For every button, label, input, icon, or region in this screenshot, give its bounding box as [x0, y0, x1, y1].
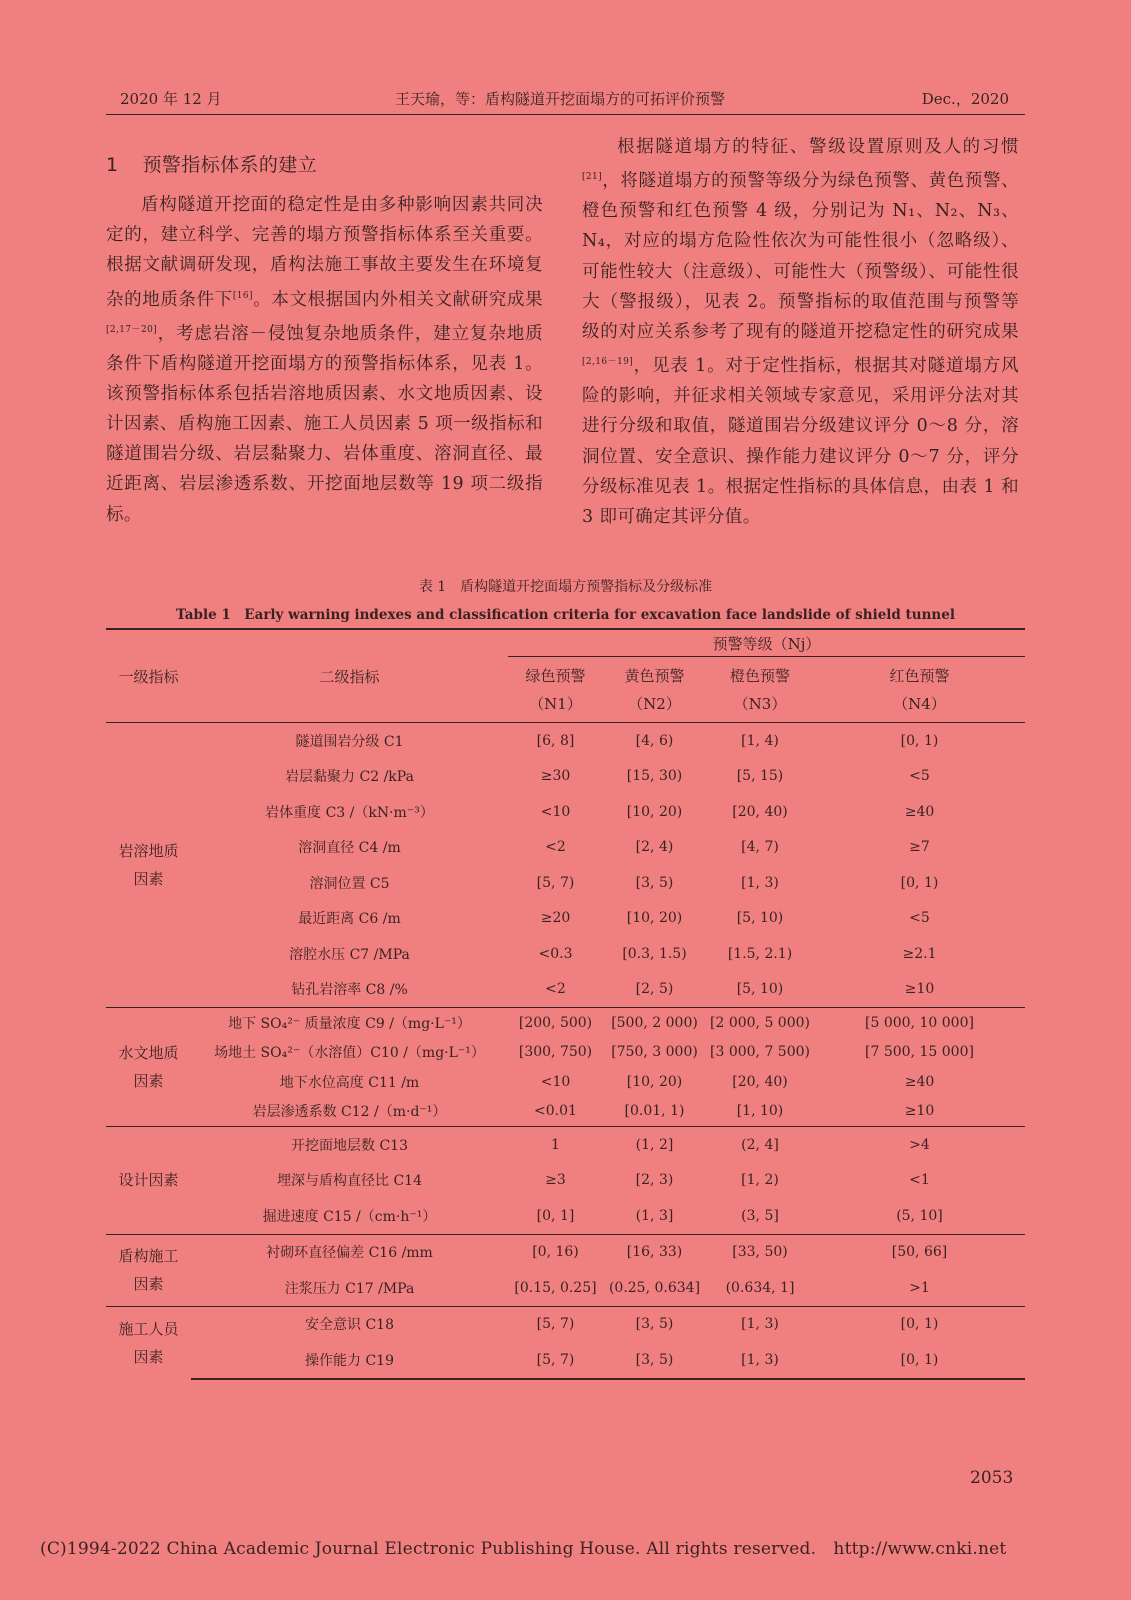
grade-value: <5	[909, 768, 930, 785]
grade-value: [10, 20)	[626, 803, 683, 820]
grade-value: [10, 20)	[626, 1073, 683, 1090]
grade-value: [0, 1)	[814, 723, 1025, 759]
table-row	[106, 1097, 1025, 1127]
running-header-title: 王天瑜，等：盾构隧道开挖面塌方的可拓评价预警	[395, 90, 726, 108]
grade-value: [6, 8]	[508, 723, 603, 759]
grade-value: 1	[508, 1127, 603, 1163]
grade-value: [1, 2)	[741, 1172, 779, 1189]
table-row	[106, 830, 1025, 866]
table-row	[106, 1234, 1025, 1270]
grade-value: <0.3	[538, 945, 573, 962]
index-name: 溶洞位置 C5	[309, 875, 390, 892]
index-name: 掘进速度 C15 /（cm·h⁻¹）	[262, 1208, 437, 1225]
grade-value: [3 000, 7 500)	[710, 1044, 810, 1061]
grade-value: [1, 10)	[736, 1103, 784, 1120]
index-name: 地下 SO₄²⁻ 质量浓度 C9 /（mg·L⁻¹）	[191, 1008, 508, 1038]
table-header-row	[106, 629, 1025, 657]
grade-value: [5, 7)	[536, 874, 575, 891]
index-name: 衬砌环直径偏差 C16 /mm	[191, 1234, 508, 1270]
grade-value: [500, 2 000)	[603, 1008, 706, 1038]
grade-value: [5, 15)	[736, 768, 784, 785]
grade-value: ≥40	[904, 1073, 935, 1090]
grade-value: ≥2.1	[902, 945, 937, 962]
grade-value: [5, 7)	[508, 1306, 603, 1342]
grade-value: [0, 1)	[900, 874, 939, 891]
grade-value: [4, 7)	[741, 839, 779, 856]
group-label	[106, 1008, 191, 1127]
table-row	[106, 723, 1025, 759]
warning-col-symbol: （N2）	[628, 694, 681, 713]
table-row	[106, 1198, 1025, 1234]
citation: [2,17－20]	[106, 324, 158, 335]
table-row	[106, 1038, 1025, 1068]
text-run: 盾构隧道开挖面的稳定性是由多种影响因素共同决定的，建立科学、完善的塌方预警指标体系至关重要。根据文献调研发现，盾构法施工事故主要发生在环境复杂的地质条件下	[106, 195, 543, 310]
grade-value: [5, 10)	[736, 981, 784, 998]
group-label-line: 施工人员	[118, 1319, 179, 1338]
copyright-footer: (C)1994-2022 China Academic Journal Electronic Publishing House. All rights reserved. http://www.cnki.net	[40, 1539, 1007, 1559]
grade-value: [20, 40)	[732, 1073, 788, 1090]
grade-value: (0.25, 0.634]	[608, 1279, 701, 1296]
grade-value: [3, 5)	[635, 874, 674, 891]
grade-value: [20, 40)	[732, 803, 788, 820]
grade-value: [2, 5)	[635, 981, 674, 998]
warning-col-label: 黄色预警	[624, 666, 685, 685]
text-run: ，将隧道塌方的预警等级分为绿色预警、黄色预警、橙色预警和红色预警 4 级，分别记为 N₁、N₂、N₃、N₄，对应的塌方危险性依次为可能性很小（忽略级）、可能性较大（注意级）、可能性大（预警级）、可能性很大（警报级），见表 2。预警指标的取值范围与预警等级的对应关系参考了现有的隧道开挖稳定性的研究成果	[582, 171, 1019, 343]
citation: [21]	[582, 172, 603, 183]
index-name: 操作能力 C19	[191, 1342, 508, 1379]
running-header-date: 2020 年 12 月	[120, 90, 222, 108]
table-row	[106, 1270, 1025, 1306]
grade-value: (1, 3]	[635, 1207, 674, 1224]
grade-value: <10	[540, 803, 571, 820]
table-caption-en: Table 1 Early warning indexes and classification criteria for excavation face landslide of shield tunnel	[176, 607, 955, 623]
grade-value: [0.3, 1.5)	[622, 945, 687, 962]
group-label-line: 岩溶地质	[118, 842, 179, 860]
grade-value: [1, 4)	[706, 723, 814, 759]
header-level1: 一级指标	[106, 629, 191, 723]
grade-value: [3, 5)	[603, 1342, 706, 1379]
index-name: 注浆压力 C17 /MPa	[284, 1280, 415, 1297]
warning-col-symbol: （N1）	[529, 694, 582, 713]
text-run: 。本文根据国内外相关文献研究成果	[252, 289, 543, 310]
grade-value: [10, 20)	[626, 910, 683, 927]
page-number: 2053	[970, 1468, 1014, 1488]
running-header-date-en: Dec.，2020	[921, 90, 1009, 108]
index-name: 岩层黏聚力 C2 /kPa	[285, 769, 414, 786]
header-warning-col	[603, 657, 706, 723]
grade-value: <2	[545, 981, 566, 998]
grade-value: >1	[909, 1279, 930, 1296]
grade-value: ≥30	[540, 768, 571, 785]
grade-value: [1, 3)	[706, 1306, 814, 1342]
grade-value: ≥20	[540, 910, 571, 927]
header-warning-col	[706, 657, 814, 723]
left-paragraph	[106, 190, 543, 530]
table-row	[106, 901, 1025, 937]
table-row	[106, 972, 1025, 1008]
table-early-warning-indexes	[106, 628, 1025, 1380]
warning-col-label: 橙色预警	[729, 666, 790, 685]
grade-value: [0, 1]	[536, 1207, 575, 1224]
header-level2: 二级指标	[191, 629, 508, 723]
table-row	[106, 1008, 1025, 1038]
right-column	[582, 132, 1019, 532]
grade-value: ≥7	[909, 839, 930, 856]
grade-value: [1, 3)	[741, 874, 779, 891]
grade-value: (0.634, 1]	[725, 1279, 795, 1296]
grade-value: [5, 7)	[508, 1342, 603, 1379]
grade-value: [50, 66]	[814, 1234, 1025, 1270]
index-name: 最近距离 C6 /m	[298, 911, 401, 928]
table-row	[106, 936, 1025, 972]
grade-value: [4, 6)	[603, 723, 706, 759]
grade-value: <1	[909, 1172, 930, 1189]
grade-value: ≥40	[904, 803, 935, 820]
grade-value: ≥10	[904, 981, 935, 998]
index-name: 场地土 SO₄²⁻（水溶值）C10 /（mg·L⁻¹）	[214, 1045, 485, 1062]
grade-value: [5, 10)	[736, 910, 784, 927]
grade-value: [1, 3)	[706, 1342, 814, 1379]
group-label-line: 因素	[133, 1275, 164, 1293]
grade-value: <10	[540, 1073, 571, 1090]
grade-value: >4	[814, 1127, 1025, 1163]
text-run: ，考虑岩溶－侵蚀复杂地质条件，建立复杂地质条件下盾构隧道开挖面塌方的预警指标体系，见表 1。该预警指标体系包括岩溶地质因素、水文地质因素、设计因素、盾构施工因素、施工人员因素 5 项一级指标和隧道围岩分级、岩层黏聚力、岩体重度、溶洞直径、最近距离、岩层渗透系数、开挖面地层数等 19 项二级指标。	[106, 323, 543, 525]
table-row	[106, 1067, 1025, 1097]
group-label-line: 因素	[133, 1072, 164, 1090]
group-label	[106, 1234, 191, 1306]
section-title: 预警指标体系的建立	[142, 154, 318, 176]
group-label	[106, 1127, 191, 1235]
table-row	[106, 1306, 1025, 1342]
header-rule	[106, 114, 1025, 115]
grade-value: [1.5, 2.1)	[727, 945, 793, 962]
table-row	[106, 1342, 1025, 1379]
index-name: 溶洞直径 C4 /m	[298, 840, 401, 857]
index-name: 岩体重度 C3 /（kN·m⁻³）	[265, 804, 434, 821]
left-column	[106, 132, 543, 530]
text-run: 根据隧道塌方的特征、警级设置原则及人的习惯	[617, 137, 1019, 157]
grade-value: <2	[545, 839, 566, 856]
grade-value: ≥10	[904, 1103, 935, 1120]
group-label-line: 设计因素	[118, 1171, 179, 1190]
warning-col-label: 红色预警	[889, 666, 950, 685]
index-name: 隧道围岩分级 C1	[191, 723, 508, 759]
index-name: 埋深与盾构直径比 C14	[277, 1173, 422, 1190]
grade-value: <0.01	[534, 1103, 577, 1120]
grade-value: [750, 3 000)	[611, 1044, 698, 1061]
group-label-line: 因素	[133, 870, 164, 888]
grade-value: (1, 2]	[603, 1127, 706, 1163]
index-name: 溶腔水压 C7 /MPa	[289, 946, 410, 963]
grade-value: (3, 5]	[741, 1207, 779, 1224]
grade-value: [2 000, 5 000)	[706, 1008, 814, 1038]
warning-col-label: 绿色预警	[525, 666, 586, 685]
grade-value: [5 000, 10 000]	[814, 1008, 1025, 1038]
table-row	[106, 1127, 1025, 1163]
grade-value: [300, 750)	[518, 1044, 593, 1061]
grade-value: [15, 30)	[626, 768, 683, 785]
grade-value: [7 500, 15 000]	[865, 1044, 974, 1061]
grade-value: [0, 1)	[814, 1342, 1025, 1379]
index-name: 安全意识 C18	[191, 1306, 508, 1342]
citation: [16]	[232, 290, 253, 301]
grade-value: <5	[909, 910, 930, 927]
warning-col-symbol: （N4）	[893, 694, 946, 713]
grade-value: [0.01, 1)	[624, 1103, 685, 1120]
group-label	[106, 723, 191, 1008]
header-warning-level: 预警等级（Nj）	[508, 629, 1025, 657]
table-row	[106, 1163, 1025, 1199]
grade-value: [200, 500)	[508, 1008, 603, 1038]
grade-value: [2, 4)	[635, 839, 674, 856]
section-heading	[106, 150, 543, 180]
group-label-line: 水文地质	[118, 1044, 179, 1062]
header-warning-col	[814, 657, 1025, 723]
index-name: 地下水位高度 C11 /m	[279, 1074, 420, 1091]
grade-value: [33, 50)	[706, 1234, 814, 1270]
grade-value: [16, 33)	[603, 1234, 706, 1270]
grade-value: [2, 3)	[635, 1172, 674, 1189]
table-row	[106, 865, 1025, 901]
right-paragraph	[582, 132, 1019, 532]
index-name: 钻孔岩溶率 C8 /%	[291, 982, 408, 999]
group-label-line: 盾构施工	[118, 1247, 179, 1265]
table-row	[106, 759, 1025, 795]
group-label	[106, 1306, 191, 1379]
index-name: 开挖面地层数 C13	[191, 1127, 508, 1163]
grade-value: [0.15, 0.25]	[514, 1279, 597, 1296]
index-name: 岩层渗透系数 C12 /（m·d⁻¹）	[252, 1104, 447, 1121]
grade-value: [0, 1)	[814, 1306, 1025, 1342]
header-warning-col	[508, 657, 603, 723]
grade-value: (2, 4]	[706, 1127, 814, 1163]
group-label-line: 因素	[133, 1347, 164, 1366]
section-number: 1	[106, 154, 119, 176]
grade-value: (5, 10]	[896, 1207, 943, 1224]
grade-value: [0, 16)	[508, 1234, 603, 1270]
citation: [2,16－19]	[582, 357, 634, 368]
warning-col-symbol: （N3）	[733, 694, 787, 713]
text-run: ，见表 1。对于定性指标，根据其对隧道塌方风险的影响，并征求相关领域专家意见，采用评分法对其进行分级和取值，隧道围岩分级建议评分 0～8 分，溶洞位置、安全意识、操作能力建议评分 0～7 分，评分分级标准见表 1。根据定性指标的具体信息，由表 1 和 3 即可确定其评分值。	[582, 356, 1019, 528]
grade-value: ≥3	[545, 1172, 566, 1189]
grade-value: [3, 5)	[603, 1306, 706, 1342]
table-row	[106, 794, 1025, 830]
table-caption-cn: 表 1 盾构隧道开挖面塌方预警指标及分级标准	[418, 579, 713, 595]
